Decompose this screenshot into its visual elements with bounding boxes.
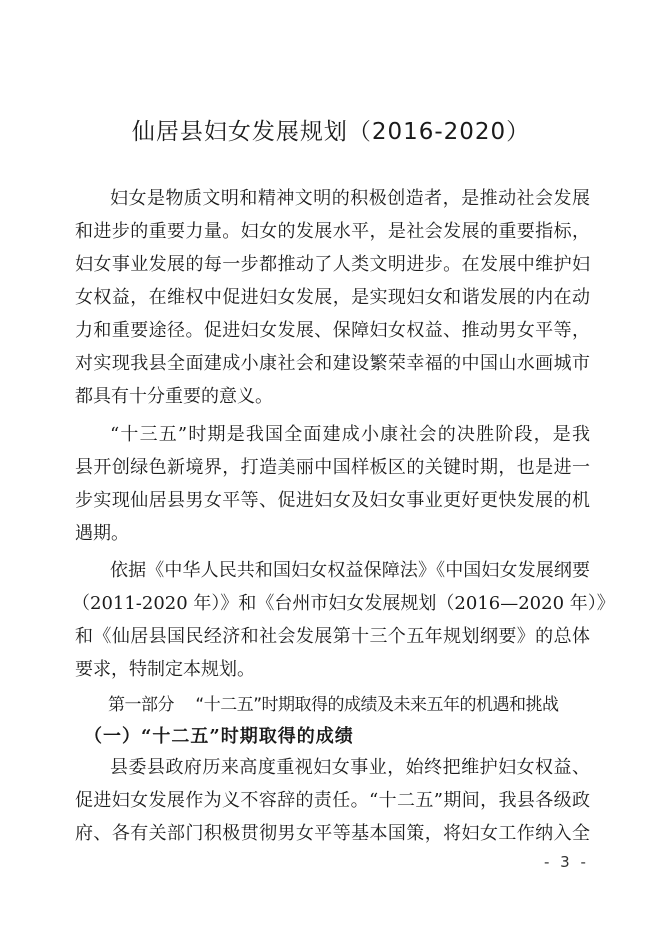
paragraph-line: 县开创绿色新境界，打造美丽中国样板区的关键时期，也是进一 <box>75 457 590 478</box>
paragraph-line: 和进步的重要力量。妇女的发展水平，是社会发展的重要指标， <box>75 221 590 242</box>
paragraph-line: 女权益，在维权中促进妇女发展，是实现妇女和谐发展的内在动 <box>75 287 590 308</box>
paragraph-line: 依据《中华人民共和国妇女权益保障法》《中国妇女发展纲要 <box>110 560 590 581</box>
paragraph-line: 都具有十分重要的意义。 <box>75 386 273 407</box>
paragraph-line: 要求，特制定本规划。 <box>75 659 255 680</box>
page-number: - 3 - <box>544 853 589 871</box>
paragraph-line: 促进妇女发展作为义不容辞的责任。“十二五”期间，我县各级政 <box>75 790 590 811</box>
paragraph-line: 妇女事业发展的每一步都推动了人类文明进步。在发展中维护妇 <box>75 254 590 275</box>
paragraph-line: 步实现仙居县男女平等、促进妇女及妇女事业更好更快发展的机 <box>75 490 590 511</box>
paragraph-line: 和《仙居县国民经济和社会发展第十三个五年规划纲要》的总体 <box>75 626 590 647</box>
document-title: 仙居县妇女发展规划（2016-2020） <box>131 119 531 145</box>
paragraph-line: 对实现我县全面建成小康社会和建设繁荣幸福的中国山水画城市 <box>75 353 590 374</box>
paragraph-line: 遇期。 <box>75 523 129 544</box>
paragraph-line: （2011-2020 年）》和《台州市妇女发展规划（2016—2020 年）》 <box>72 593 615 614</box>
paragraph-line: “十三五”时期是我国全面建成小康社会的决胜阶段，是我 <box>110 424 590 445</box>
section-heading: （一）“十二五”时期取得的成绩 <box>84 726 354 747</box>
paragraph-line: 县委县政府历来高度重视妇女事业，始终把维护妇女权益、 <box>110 757 590 778</box>
paragraph-line: 妇女是物质文明和精神文明的积极创造者，是推动社会发展 <box>110 188 590 209</box>
paragraph-line: 力和重要途径。促进妇女发展、保障妇女权益、推动男女平等， <box>75 320 590 341</box>
part-heading: 第一部分 “十二五”时期取得的成绩及未来五年的机遇和挑战 <box>108 695 559 715</box>
paragraph-line: 府、各有关部门积极贯彻男女平等基本国策，将妇女工作纳入全 <box>75 823 590 844</box>
